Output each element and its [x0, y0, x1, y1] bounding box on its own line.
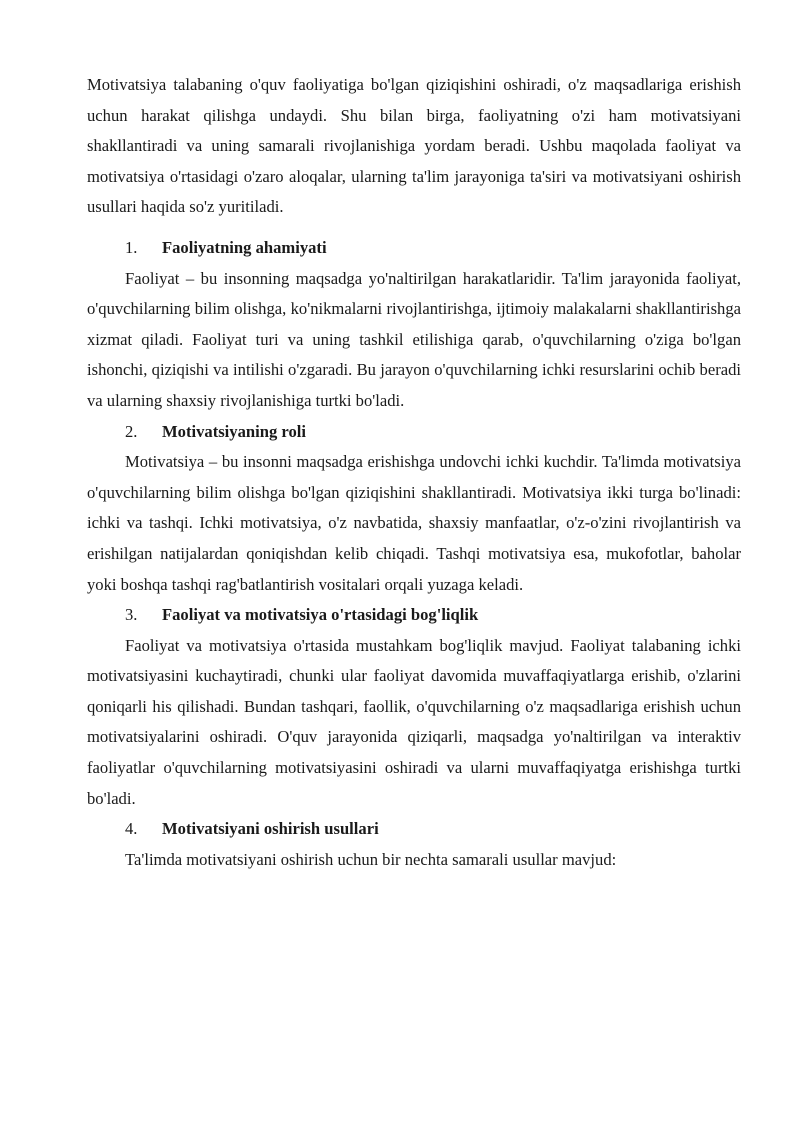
section-number: 1. — [125, 237, 138, 257]
section-number: 4. — [125, 819, 138, 839]
section-title: Faoliyat va motivatsiya o'rtasidagi bog'liqlik — [162, 605, 479, 625]
section-body-2: Motivatsiya – bu insonni maqsadga erishishga undovchi ichki kuchdir. Ta'limda motivatsiya o'quvchilarning bilim olishga bo'lgan qiziqishini shakllantiradi. Motivatsiya ikki turga bo'linadi: ichki va tashqi. Ichki motivatsiya, o'z navbatida, shaxsiy manfaatlar, o'z-o'zini rivojlantirish va erishilgan natijalardan qoniqishdan kelib chiqadi. Tashqi motivatsiya esa, mukofotlar, baholar yoki boshqa tashqi rag'batlantirish vositalari orqali yuzaga keladi. — [87, 452, 741, 594]
section-body-1: Faoliyat – bu insonning maqsadga yo'naltirilgan harakatlaridir. Ta'lim jarayonida faoliyat, o'quvchilarning bilim olishga, ko'nikmalarni rivojlantirishga, ijtimoiy malakalarni shakllantirishga xizmat qiladi. Faoliyat turi va uning tashkil etilishiga qarab, o'quvchilarning o'ziga bo'lgan ishonchi, qiziqishi va intilishi o'zgaradi. Bu jarayon o'quvchilarning ichki resurslarini ochib beradi va ularning shaxsiy rivojlanishiga turtki bo'ladi. — [87, 268, 741, 410]
spacer — [87, 223, 741, 233]
section-heading-1 — [87, 233, 741, 264]
section-title: Motivatsiyaning roli — [162, 421, 306, 441]
document-page — [87, 70, 741, 875]
section-number: 2. — [125, 421, 138, 441]
section-title: Motivatsiyani oshirish usullari — [162, 819, 379, 839]
section-heading-3 — [87, 600, 741, 631]
section-body-3: Faoliyat va motivatsiya o'rtasida mustahkam bog'liqlik mavjud. Faoliyat talabaning ichki motivatsiyasini kuchaytiradi, chunki ular faoliyat davomida muvaffaqiyatlarga erishib, o'zlarini qoniqarli his qilishadi. Bundan tashqari, faollik, o'quvchilarning o'z maqsadlariga erishish uchun motivatsiyalarini oshiradi. O'quv jarayonida qiziqarli, maqsadga yo'naltirilgan va interaktiv faoliyatlar o'quvchilarning motivatsiyasini oshiradi va ularni muvaffaqiyatga erishishga turtki bo'ladi. — [87, 635, 741, 808]
section-heading-2 — [87, 417, 741, 448]
section-heading-4 — [87, 814, 741, 845]
section-body-4: Ta'limda motivatsiyani oshirish uchun bir nechta samarali usullar mavjud: — [125, 849, 617, 869]
section-number: 3. — [125, 605, 138, 625]
section-title: Faoliyatning ahamiyati — [162, 237, 327, 257]
intro-paragraph: Motivatsiya talabaning o'quv faoliyatiga bo'lgan qiziqishini oshiradi, o'z maqsadlariga erishish uchun harakat qilishga undaydi. Shu bilan birga, faoliyatning o'zi ham motivatsiyani shakllantiradi va uning samarali rivojlanishiga yordam beradi. Ushbu maqolada faoliyat va motivatsiya o'rtasidagi o'zaro aloqalar, ularning ta'lim jarayoniga ta'siri va motivatsiyani oshirish usullari haqida so'z yuritiladi. — [87, 75, 741, 217]
